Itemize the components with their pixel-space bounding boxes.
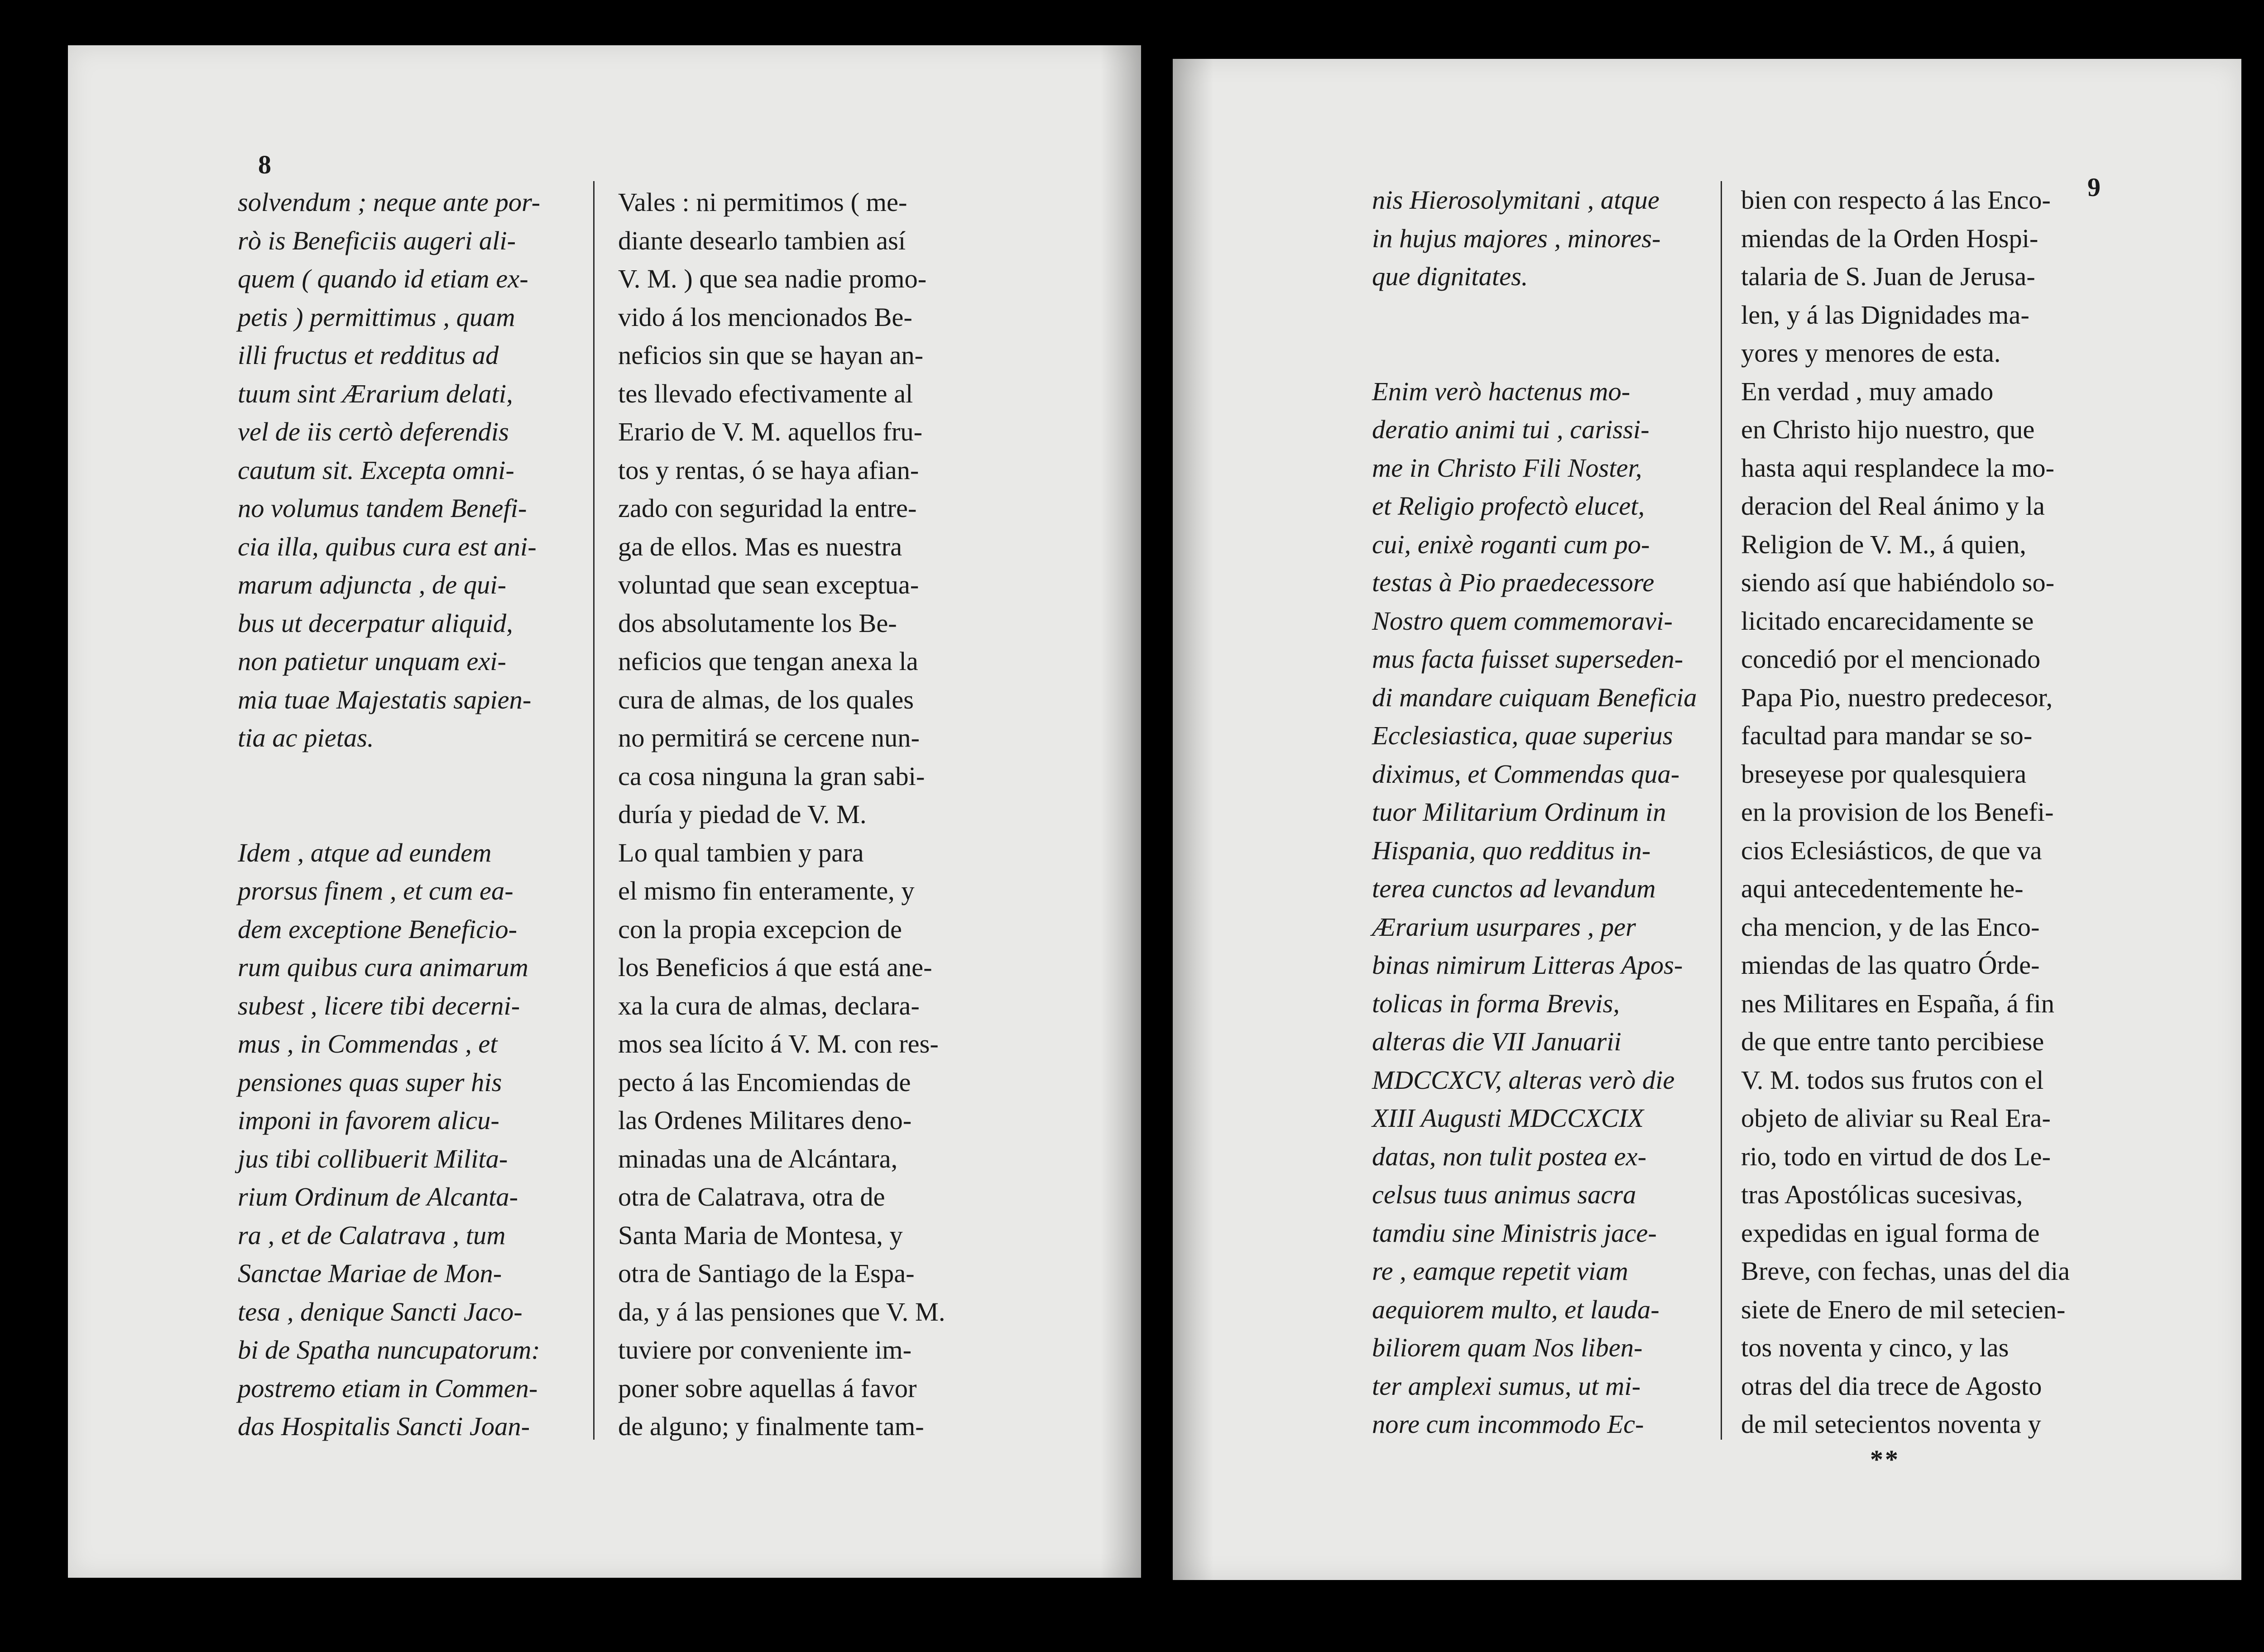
text-line: quem ( quando id etiam ex- — [238, 264, 528, 293]
text-line: mus , in Commendas , et — [238, 1029, 498, 1058]
text-line: Santa Maria de Montesa, y — [618, 1220, 903, 1250]
text-line: tos y rentas, ó se haya afian- — [618, 455, 919, 485]
page-number-right: 9 — [2087, 172, 2101, 202]
text-line: Religion de V. M., á quien, — [1741, 529, 2026, 559]
text-line: tolicas in forma Brevis, — [1372, 988, 1620, 1018]
text-line: otra de Santiago de la Espa- — [618, 1259, 915, 1288]
spine-shadow-left — [1100, 45, 1141, 1578]
text-line: no permitirá se cercene nun- — [618, 723, 920, 752]
text-line: tos noventa y cinco, y las — [1741, 1333, 2009, 1362]
text-line: MDCCXCV, alteras verò die — [1372, 1065, 1675, 1095]
text-line: di mandare cuiquam Beneficia — [1372, 682, 1697, 712]
text-line: tuor Militarium Ordinum in — [1372, 797, 1666, 827]
spanish-column-left — [618, 183, 945, 1446]
text-line: zado con seguridad la entre- — [618, 493, 917, 523]
text-line: celsus tuus animus sacra — [1372, 1180, 1636, 1209]
spanish-column-right — [1741, 181, 2070, 1444]
text-line: de que entre tanto percibiese — [1741, 1027, 2044, 1056]
text-line: cia illa, quibus cura est ani- — [238, 532, 537, 561]
text-line: diximus, et Commendas qua- — [1372, 759, 1680, 789]
column-rule-left — [593, 181, 595, 1440]
spine-shadow-right — [1173, 59, 1214, 1580]
text-line: illi fructus et redditus ad — [238, 340, 499, 370]
text-line: prorsus finem , et cum ea- — [238, 876, 513, 905]
text-line: neficios sin que se hayan an- — [618, 340, 924, 370]
text-line: solvendum ; neque ante por- — [238, 187, 541, 217]
text-line: facultad para mandar se so- — [1741, 721, 2033, 750]
text-line: Ecclesiastica, quae superius — [1372, 721, 1673, 750]
text-line: Lo qual tambien y para — [618, 838, 864, 867]
text-line: deratio animi tui , carissi- — [1372, 415, 1650, 444]
text-line: licitado encarecidamente se — [1741, 606, 2034, 636]
text-line: siendo así que habiéndolo so- — [1741, 568, 2055, 597]
latin-column-left — [238, 183, 540, 1446]
text-line: yores y menores de esta. — [1741, 338, 2001, 368]
text-line: talaria de S. Juan de Jerusa- — [1741, 262, 2035, 291]
text-line: bi de Spatha nuncupatorum: — [238, 1335, 540, 1365]
text-line: jus tibi collibuerit Milita- — [238, 1144, 508, 1173]
text-line: no volumus tandem Benefi- — [238, 493, 527, 523]
text-line: voluntad que sean exceptua- — [618, 570, 919, 599]
text-line: V. M. todos sus frutos con el — [1741, 1065, 2044, 1095]
text-line: terea cunctos ad levandum — [1372, 874, 1656, 903]
text-line: neficios que tengan anexa la — [618, 646, 918, 676]
text-line: V. M. ) que sea nadie promo- — [618, 264, 927, 293]
text-line: rum quibus cura animarum — [238, 953, 528, 982]
text-line: deracion del Real ánimo y la — [1741, 491, 2045, 521]
text-line: petis ) permittimus , quam — [238, 302, 515, 332]
text-line: nis Hierosolymitani , atque — [1372, 185, 1660, 215]
right-page — [1173, 59, 2241, 1580]
text-line: testas à Pio praedecessore — [1372, 568, 1655, 597]
text-line: diante desearlo tambien así — [618, 225, 906, 255]
text-line: XIII Augusti MDCCXCIX — [1372, 1103, 1644, 1133]
text-line: mia tuae Majestatis sapien- — [238, 685, 532, 714]
text-line: cios Eclesiásticos, de que va — [1741, 835, 2042, 865]
text-line: ga de ellos. Mas es nuestra — [618, 532, 902, 561]
text-line: ra , et de Calatrava , tum — [238, 1220, 506, 1250]
left-page — [68, 45, 1141, 1578]
text-line: cura de almas, de los quales — [618, 685, 914, 714]
column-rule-right — [1721, 181, 1722, 1440]
text-line: Papa Pio, nuestro predecesor, — [1741, 682, 2053, 712]
signature-mark: ** — [1870, 1445, 1900, 1474]
text-line: ter amplexi sumus, ut mi- — [1372, 1371, 1641, 1401]
text-line: En verdad , muy amado — [1741, 376, 1994, 406]
text-line: Breve, con fechas, unas del dia — [1741, 1256, 2070, 1286]
text-line: minadas una de Alcántara, — [618, 1144, 898, 1173]
text-line: en Christo hijo nuestro, que — [1741, 415, 2035, 444]
text-line: in hujus majores , minores- — [1372, 223, 1661, 253]
text-line: en la provision de los Benefi- — [1741, 797, 2054, 827]
text-line: xa la cura de almas, declara- — [618, 991, 920, 1020]
text-line: rio, todo en virtud de dos Le- — [1741, 1141, 2051, 1171]
text-line: hasta aqui resplandece la mo- — [1741, 453, 2054, 483]
text-line: postremo etiam in Commen- — [238, 1373, 538, 1403]
text-line: poner sobre aquellas á favor — [618, 1373, 917, 1403]
text-line: et Religio profectò elucet, — [1372, 491, 1645, 521]
text-line — [238, 757, 540, 796]
text-line: subest , licere tibi decerni- — [238, 991, 520, 1020]
text-line: vido á los mencionados Be- — [618, 302, 912, 332]
text-line: rò is Beneficiis augeri ali- — [238, 225, 516, 255]
text-line: pensiones quas super his — [238, 1067, 502, 1097]
text-line: tesa , denique Sancti Jaco- — [238, 1297, 523, 1326]
text-line — [1372, 296, 1697, 335]
text-line: binas nimirum Litteras Apos- — [1372, 950, 1683, 980]
text-line: duría y piedad de V. M. — [618, 800, 867, 829]
text-line: Ærarium usurpares , per — [1372, 912, 1636, 942]
text-line: tuum sint Ærarium delati, — [238, 378, 513, 408]
text-line: otras del dia trece de Agosto — [1741, 1371, 2042, 1401]
text-line: biliorem quam Nos liben- — [1372, 1333, 1643, 1362]
text-line: objeto de aliviar su Real Era- — [1741, 1103, 2051, 1133]
text-line: que dignitates. — [1372, 262, 1528, 291]
text-line: breseyese por qualesquiera — [1741, 759, 2027, 789]
text-line: dem exceptione Beneficio- — [238, 914, 518, 944]
text-line: otra de Calatrava, otra de — [618, 1182, 885, 1211]
text-line: cui, enixè roganti cum po- — [1372, 529, 1650, 559]
text-line: tia ac pietas. — [238, 723, 374, 752]
text-line: cha mencion, y de las Enco- — [1741, 912, 2040, 942]
text-line: bus ut decerpatur aliquid, — [238, 608, 513, 638]
text-line: Vales : ni permitimos ( me- — [618, 187, 907, 217]
text-line: tuviere por conveniente im- — [618, 1335, 912, 1365]
text-line: nes Militares en España, á fin — [1741, 988, 2055, 1018]
text-line: rium Ordinum de Alcanta- — [238, 1182, 518, 1211]
text-line — [1372, 334, 1697, 373]
text-line: Enim verò hactenus mo- — [1372, 376, 1631, 406]
text-line: non patietur unquam exi- — [238, 646, 507, 676]
text-line — [238, 795, 540, 834]
text-line: nore cum incommodo Ec- — [1372, 1409, 1644, 1439]
text-line: bien con respecto á las Enco- — [1741, 185, 2051, 215]
text-line: Erario de V. M. aquellos fru- — [618, 417, 923, 446]
text-line: len, y á las Dignidades ma- — [1741, 300, 2029, 330]
text-line: de mil setecientos noventa y — [1741, 1409, 2041, 1439]
text-line: das Hospitalis Sancti Joan- — [238, 1412, 530, 1441]
text-line: tamdiu sine Ministris jace- — [1372, 1218, 1657, 1248]
text-line: Idem , atque ad eundem — [238, 838, 492, 867]
text-line: me in Christo Fili Noster, — [1372, 453, 1642, 483]
text-line: Sanctae Mariae de Mon- — [238, 1259, 502, 1288]
text-line: mus facta fuisset superseden- — [1372, 644, 1684, 674]
text-line: miendas de la Orden Hospi- — [1741, 223, 2039, 253]
text-line: miendas de las quatro Órde- — [1741, 950, 2040, 980]
text-line: aqui antecedentemente he- — [1741, 874, 2024, 903]
text-line: el mismo fin enteramente, y — [618, 876, 915, 905]
text-line: imponi in favorem alicu- — [238, 1106, 499, 1135]
page-number-left: 8 — [258, 150, 271, 179]
text-line: concedió por el mencionado — [1741, 644, 2041, 674]
text-line: Hispania, quo redditus in- — [1372, 835, 1651, 865]
text-line: las Ordenes Militares deno- — [618, 1106, 912, 1135]
text-line: marum adjuncta , de qui- — [238, 570, 507, 599]
text-line: ca cosa ninguna la gran sabi- — [618, 761, 925, 791]
text-line: cautum sit. Excepta omni- — [238, 455, 514, 485]
text-line: dos absolutamente los Be- — [618, 608, 897, 638]
text-line: vel de iis certò deferendis — [238, 417, 509, 446]
text-line: re , eamque repetit viam — [1372, 1256, 1628, 1286]
text-line: expedidas en igual forma de — [1741, 1218, 2040, 1248]
text-line: mos sea lícito á V. M. con res- — [618, 1029, 939, 1058]
text-line: pecto á las Encomiendas de — [618, 1067, 911, 1097]
text-line: datas, non tulit postea ex- — [1372, 1141, 1647, 1171]
text-line: da, y á las pensiones que V. M. — [618, 1297, 945, 1326]
text-line: los Beneficios á que está ane- — [618, 953, 932, 982]
text-line: tes llevado efectivamente al — [618, 378, 913, 408]
latin-column-right — [1372, 181, 1697, 1444]
text-line: alteras die VII Januarii — [1372, 1027, 1621, 1056]
text-line: aequiorem multo, et lauda- — [1372, 1294, 1660, 1324]
text-line: siete de Enero de mil setecien- — [1741, 1294, 2066, 1324]
text-line: Nostro quem commemoravi- — [1372, 606, 1673, 636]
text-line: con la propia excepcion de — [618, 914, 902, 944]
text-line: de alguno; y finalmente tam- — [618, 1412, 924, 1441]
text-line: tras Apostólicas sucesivas, — [1741, 1180, 2023, 1209]
